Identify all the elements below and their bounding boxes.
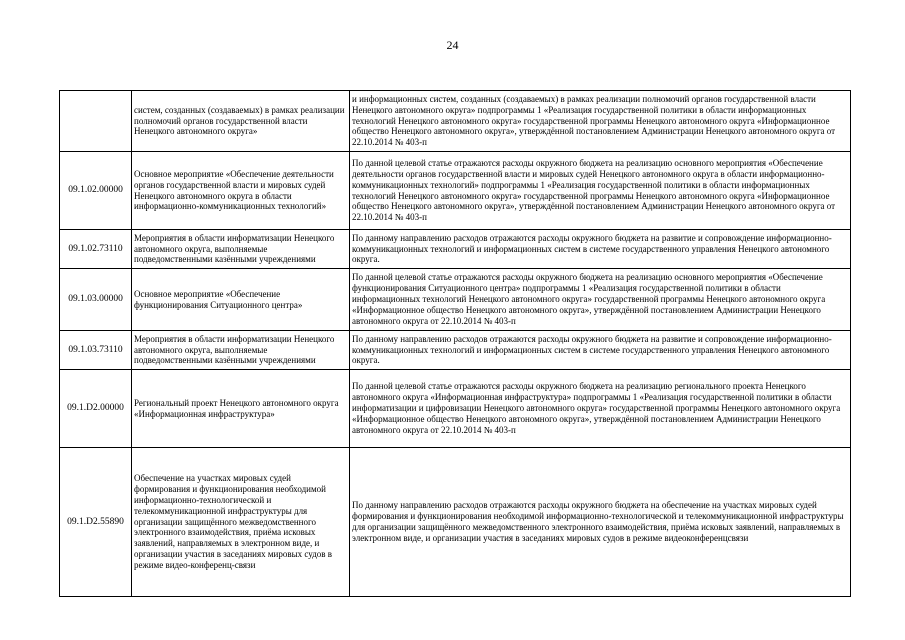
page-number: 24	[446, 38, 459, 52]
table-row	[60, 230, 851, 269]
row-code: 09.1.D2.55890	[60, 448, 132, 597]
row-name: Региональный проект Ненецкого автономного округа «Информационная инфраструктура»	[132, 370, 350, 448]
table-row	[60, 91, 851, 152]
row-description: По данной целевой статье отражаются расходы окружного бюджета на реализацию основного мероприятия «Обеспечение функционирования Ситуационного центра» подпрограммы 1 «Реализация государственной политики в области информационных технологий Ненецкого автономного округа» государственной программы Ненецкого автономного округа «Информационное общество Ненецкого автономного округа», утверждённой постановлением Администрации Ненецкого автономного округа от 22.10.2014 № 403-п	[350, 269, 851, 331]
row-code: 09.1.03.73110	[60, 331, 132, 370]
row-description: По данной целевой статье отражаются расходы окружного бюджета на реализацию регионального проекта Ненецкого автономного округа «Информационная инфраструктура» подпрограммы 1 «Реализация государственной политики в области информатизации и цифровизации Ненецкого автономного округа» государственной программы Ненецкого автономного округа «Информационное общество Ненецкого автономного округа», утверждённой постановлением Администрации Ненецкого автономного округа от 22.10.2014 № 403-п	[350, 370, 851, 448]
table-row	[60, 331, 851, 370]
row-description: По данному направлению расходов отражаются расходы окружного бюджета на обеспечение на участках мировых судей формирования и функционирования необходимой информационно-технологической и телекоммуникационной инфраструктуры для организации защищённого межведомственного электронного взаимодействия, приёма исковых заявлений, направляемых в электронном виде, и организации участия в заседаниях мировых судов в режиме видеоконференцсвязи	[350, 448, 851, 597]
row-code	[60, 91, 132, 152]
row-description: По данной целевой статье отражаются расходы окружного бюджета на реализацию основного мероприятия «Обеспечение деятельности органов государственной власти и мировых судей Ненецкого автономного округа в области информационно-коммуникационных технологий» подпрограммы 1 «Реализация государственной политики в области информационных технологий Ненецкого автономного округа» государственной программы Ненецкого автономного округа «Информационное общество Ненецкого автономного округа», утверждённой постановлением Администрации Ненецкого автономного округа от 22.10.2014 № 403-п	[350, 152, 851, 230]
row-name: систем, созданных (создаваемых) в рамках реализации полномочий органов государственной власти Ненецкого автономного округа»	[132, 91, 350, 152]
row-name: Основное мероприятие «Обеспечение деятельности органов государственной власти и мировых судей Ненецкого автономного округа в области информационно-коммуникационных технологий»	[132, 152, 350, 230]
table-row	[60, 370, 851, 448]
row-name: Мероприятия в области информатизации Ненецкого автономного округа, выполняемые подведомственными казёнными учреждениями	[132, 331, 350, 370]
row-code: 09.1.D2.00000	[60, 370, 132, 448]
table-row	[60, 269, 851, 331]
row-code: 09.1.03.00000	[60, 269, 132, 331]
table-row	[60, 448, 851, 597]
row-description: По данному направлению расходов отражаются расходы окружного бюджета на развитие и сопровождение информационно-коммуникационных технологий и информационных систем в системе государственного управления Ненецкого автономного округа.	[350, 331, 851, 370]
row-name: Мероприятия в области информатизации Ненецкого автономного округа, выполняемые подведомственными казёнными учреждениями	[132, 230, 350, 269]
row-description: и информационных систем, созданных (создаваемых) в рамках реализации полномочий органов государственной власти Ненецкого автономного округа» подпрограммы 1 «Реализация государственной политики в области информационных технологий Ненецкого автономного округа» государственной программы Ненецкого автономного округа «Информационное общество Ненецкого автономного округа», утверждённой постановлением Администрации Ненецкого автономного округа от 22.10.2014 № 403-п	[350, 91, 851, 152]
table-row	[60, 152, 851, 230]
row-name: Обеспечение на участках мировых судей формирования и функционирования необходимой информационно-технологической и телекоммуникационной инфраструктуры для организации защищённого межведомственного электронного взаимодействия, приёма исковых заявлений, направляемых в электронном виде, и организации участия в заседаниях мировых судов в режиме видео-конференц-связи	[132, 448, 350, 597]
row-description: По данному направлению расходов отражаются расходы окружного бюджета на развитие и сопровождение информационно-коммуникационных технологий и информационных систем в системе государственного управления Ненецкого автономного округа.	[350, 230, 851, 269]
row-code: 09.1.02.73110	[60, 230, 132, 269]
budget-classification-table	[59, 90, 851, 597]
row-name: Основное мероприятие «Обеспечение функционирования Ситуационного центра»	[132, 269, 350, 331]
row-code: 09.1.02.00000	[60, 152, 132, 230]
